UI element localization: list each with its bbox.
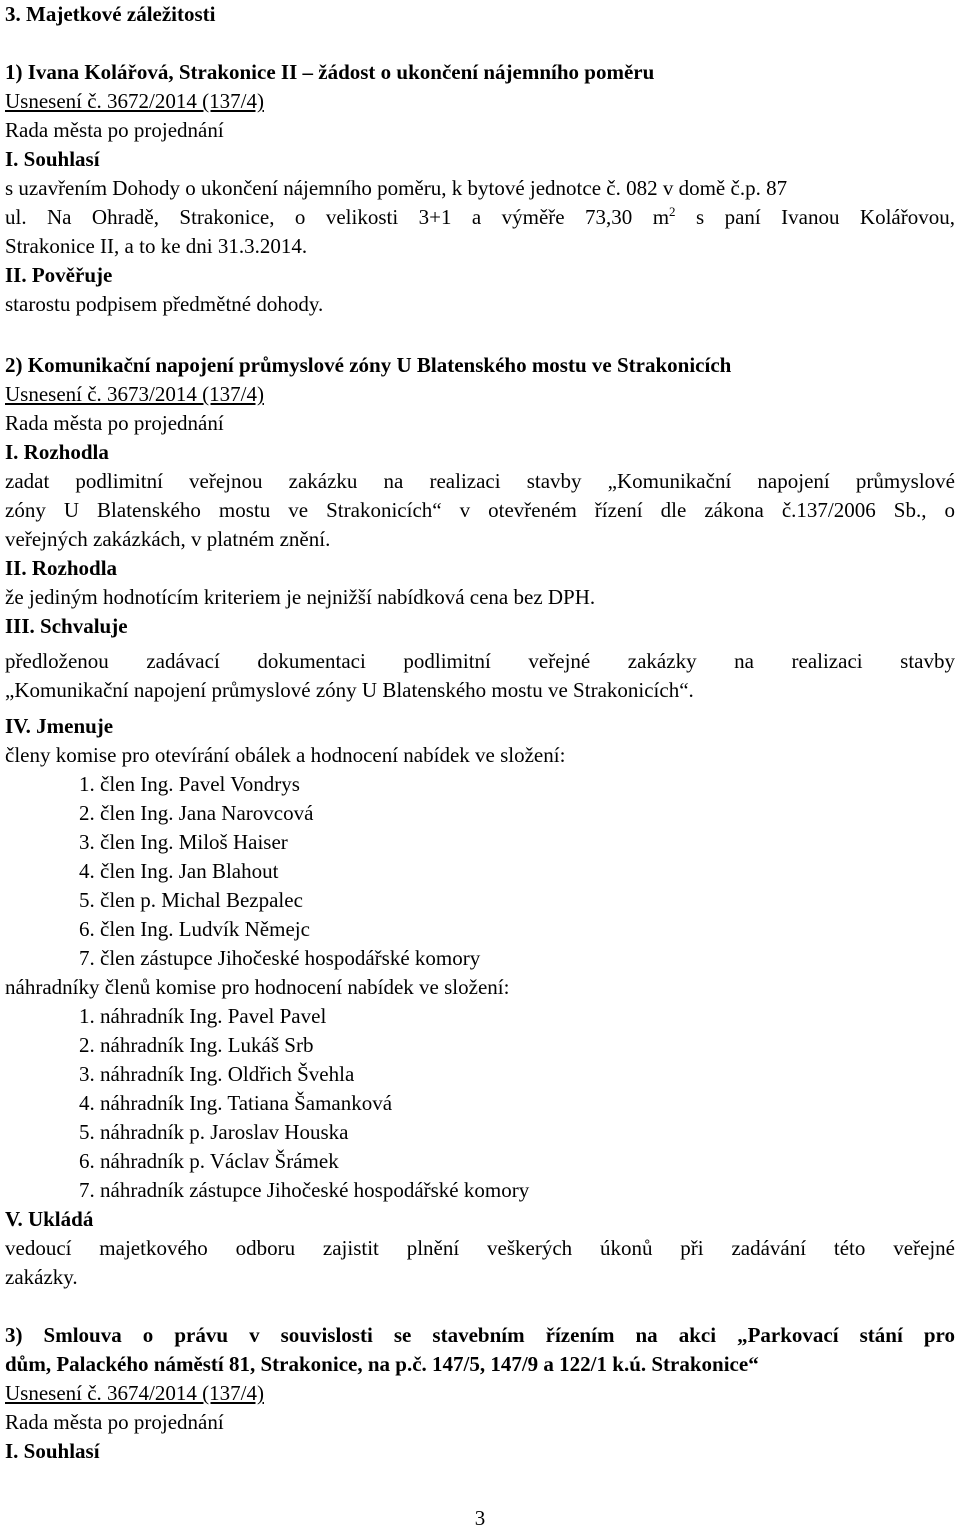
- item-1-title: 1) Ivana Kolářová, Strakonice II – žádost o ukončení nájemního poměru: [5, 60, 655, 84]
- page-number: 3: [474, 1506, 486, 1530]
- item-3-decision-1-heading: I. Souhlasí: [5, 1439, 100, 1463]
- committee-member: 3. člen Ing. Miloš Haiser: [79, 830, 288, 854]
- committee-substitute: 1. náhradník Ing. Pavel Pavel: [79, 1004, 327, 1028]
- item-2-decision-3-heading: III. Schvaluje: [5, 614, 128, 638]
- item-2-decision-1-heading: I. Rozhodla: [5, 440, 109, 464]
- committee-member: 6. člen Ing. Ludvík Němejc: [79, 917, 310, 941]
- item-2-decision-1-line: veřejných zakázkách, v platném znění.: [5, 527, 331, 551]
- item-2-decision-2-heading: II. Rozhodla: [5, 556, 118, 580]
- section-heading: 3. Majetkové záležitosti: [5, 2, 216, 26]
- item-2-decision-1-line: zadat podlimitní veřejnou zakázku na realizaci stavby „Komunikační napojení průmyslové: [5, 469, 955, 493]
- item-2-decision-1-line: zóny U Blatenského mostu ve Strakonicích“ v otevřeném řízení dle zákona č.137/2006 Sb., o: [5, 498, 955, 522]
- item-2-decision-4-line: členy komise pro otevírání obálek a hodnocení nabídek ve složení:: [5, 743, 566, 767]
- committee-substitute: 4. náhradník Ing. Tatiana Šamanková: [79, 1091, 393, 1115]
- item-1-decision-1-heading: I. Souhlasí: [5, 147, 100, 171]
- item-2-decision-3-line: předloženou zadávací dokumentaci podlimitní veřejné zakázky na realizaci stavby: [5, 649, 955, 673]
- item-2-decision-5-line: zakázky.: [5, 1265, 78, 1289]
- item-1-decision-1-line: s uzavřením Dohody o ukončení nájemního poměru, k bytové jednotce č. 082 v domě č.p. 87: [5, 176, 788, 200]
- item-1-decision-1-line: Strakonice II, a to ke dni 31.3.2014.: [5, 234, 308, 258]
- item-1-decision-2-text: starostu podpisem předmětné dohody.: [5, 292, 324, 316]
- committee-substitute: 3. náhradník Ing. Oldřich Švehla: [79, 1062, 355, 1086]
- item-2-resolution: Usnesení č. 3673/2014 (137/4): [5, 382, 264, 406]
- substitutes-intro: náhradníky členů komise pro hodnocení nabídek ve složení:: [5, 975, 510, 999]
- item-2-decision-2-line: že jediným hodnotícím kriteriem je nejnižší nabídková cena bez DPH.: [5, 585, 596, 609]
- committee-substitute: 2. náhradník Ing. Lukáš Srb: [79, 1033, 314, 1057]
- committee-member: 5. člen p. Michal Bezpalec: [79, 888, 303, 912]
- item-3-resolution: Usnesení č. 3674/2014 (137/4): [5, 1381, 264, 1405]
- committee-member: 1. člen Ing. Pavel Vondrys: [79, 772, 300, 796]
- item-2-decision-4-heading: IV. Jmenuje: [5, 714, 114, 738]
- committee-member: 4. člen Ing. Jan Blahout: [79, 859, 279, 883]
- committee-member: 7. člen zástupce Jihočeské hospodářské komory: [79, 946, 481, 970]
- committee-substitute: 7. náhradník zástupce Jihočeské hospodářské komory: [79, 1178, 530, 1202]
- superscript: 2: [669, 204, 676, 219]
- item-1-decision-2-heading: II. Pověřuje: [5, 263, 113, 287]
- item-1-resolution: Usnesení č. 3672/2014 (137/4): [5, 89, 264, 113]
- item-2-decision-3-line: „Komunikační napojení průmyslové zóny U Blatenského mostu ve Strakonicích“.: [5, 678, 694, 702]
- item-2-decision-5-heading: V. Ukládá: [5, 1207, 94, 1231]
- committee-member: 2. člen Ing. Jana Narovcová: [79, 801, 314, 825]
- item-1-council: Rada města po projednání: [5, 118, 224, 142]
- item-3-title-line: dům, Palackého náměstí 81, Strakonice, na p.č. 147/5, 147/9 a 122/1 k.ú. Strakonice“: [5, 1352, 759, 1376]
- item-3-council: Rada města po projednání: [5, 1410, 224, 1434]
- item-3-title-line: 3) Smlouva o právu v souvislosti se stavebním řízením na akci „Parkovací stání pro: [5, 1323, 955, 1347]
- item-2-decision-5-line: vedoucí majetkového odboru zajistit plnění veškerých úkonů při zadávání této veřejné: [5, 1236, 955, 1260]
- committee-substitute: 5. náhradník p. Jaroslav Houska: [79, 1120, 349, 1144]
- item-2-council: Rada města po projednání: [5, 411, 224, 435]
- item-2-title: 2) Komunikační napojení průmyslové zóny U Blatenského mostu ve Strakonicích: [5, 353, 732, 377]
- item-1-decision-1-line: ul. Na Ohradě, Strakonice, o velikosti 3+1 a výměře 73,30 $m^2$ s paní Ivanou Kolářovou,: [5, 204, 955, 229]
- committee-substitute: 6. náhradník p. Václav Šrámek: [79, 1149, 339, 1173]
